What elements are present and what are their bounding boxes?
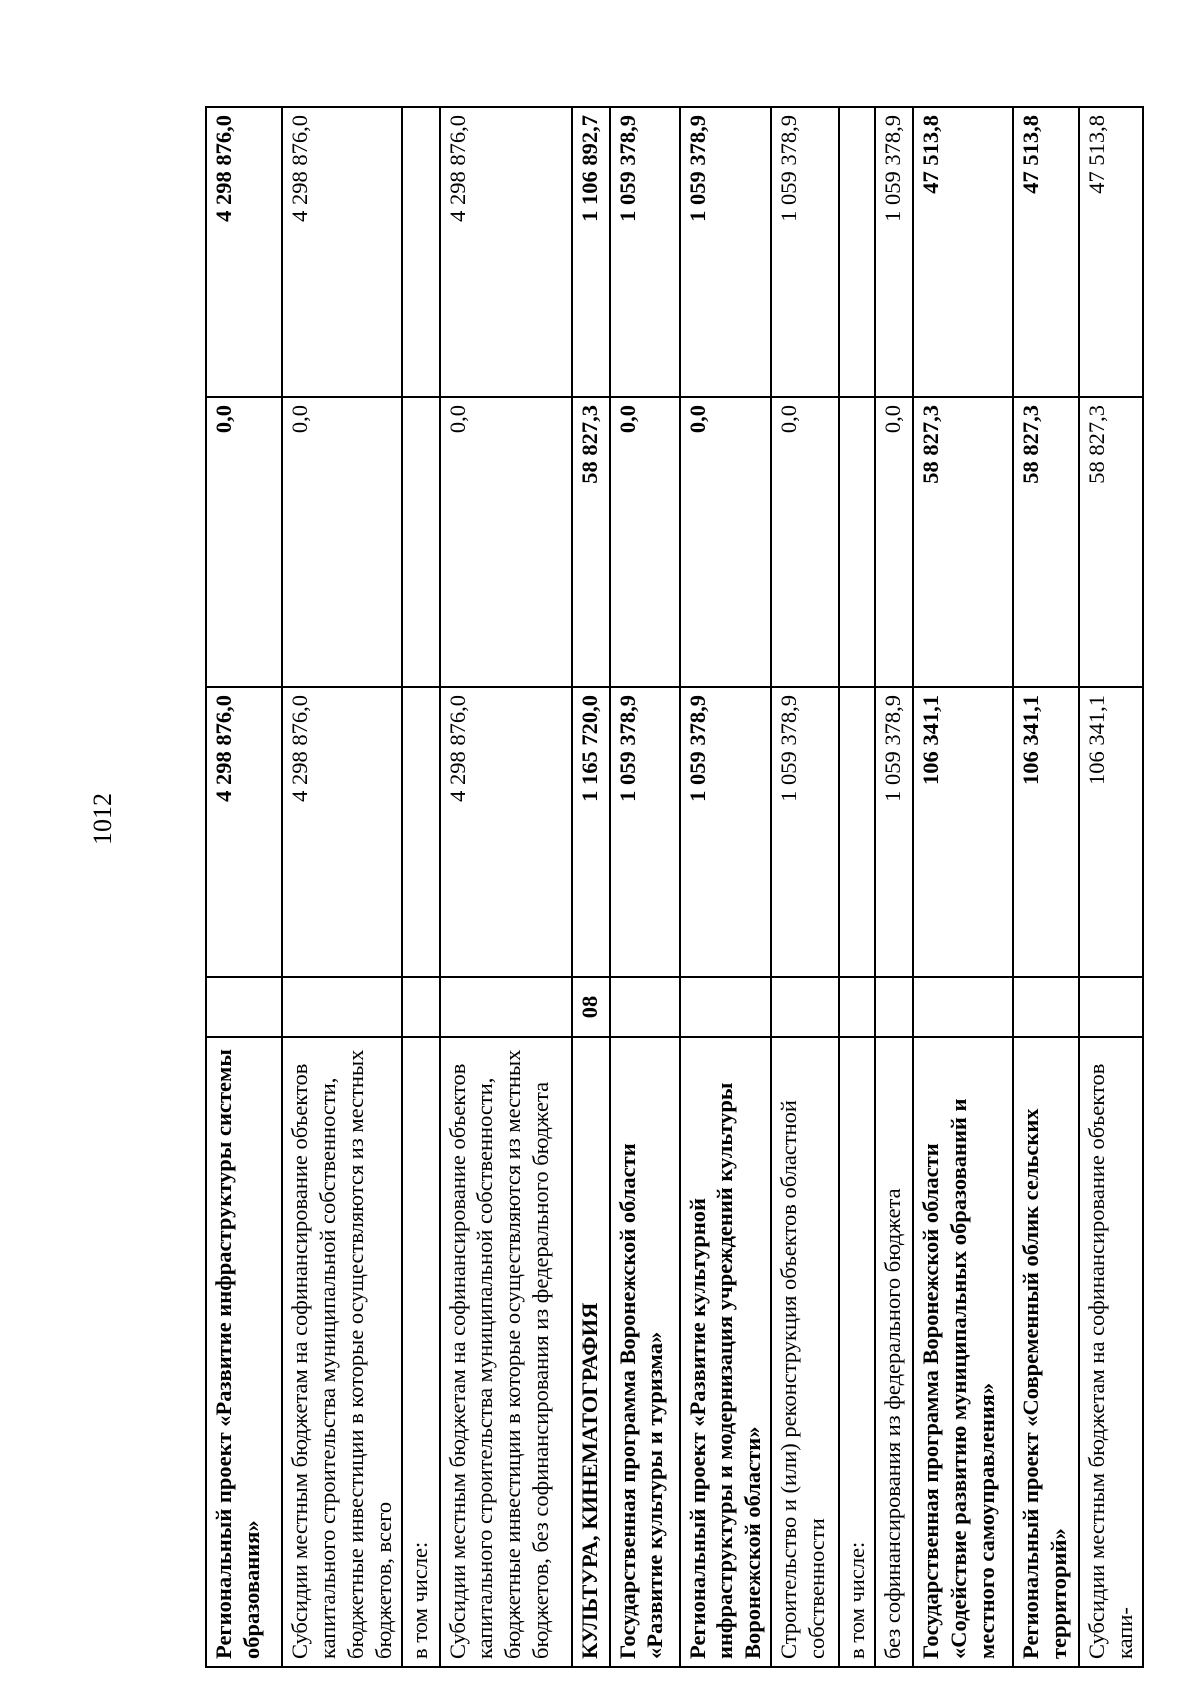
row-federal: 0,0 [771,397,839,687]
row-regional [839,107,875,397]
row-regional [402,107,440,397]
row-regional: 1 059 378,9 [680,107,772,397]
row-label: без софинансирования из федерального бюджета [875,1037,913,1667]
row-federal: 58 827,3 [913,397,1013,687]
row-label: в том числе: [839,1037,875,1667]
row-total [839,687,875,977]
row-federal: 58 827,3 [1079,397,1143,687]
table-row [771,107,839,1667]
budget-table [205,106,1144,1668]
row-federal [402,397,440,687]
row-code [440,977,572,1037]
row-code [402,977,440,1037]
row-regional: 1 106 892,7 [572,107,610,397]
row-total: 1 059 378,9 [875,687,913,977]
row-regional: 4 298 876,0 [282,107,402,397]
row-federal: 0,0 [282,397,402,687]
row-regional: 4 298 876,0 [440,107,572,397]
row-label: Региональный проект «Развитие инфраструктуры системы образования» [206,1037,282,1667]
row-regional: 1 059 378,9 [771,107,839,397]
row-federal: 0,0 [206,397,282,687]
row-total: 1 165 720,0 [572,687,610,977]
table-row [913,107,1013,1667]
table-row [440,107,572,1667]
row-label: Субсидии местным бюджетам на софинансирование объектов капитального строительства муниципальной собственности, бюджетные инвестиции в которые осуществляются из местных бюджетов, без софинансирования из федерального бюджета [440,1037,572,1667]
table-row [610,107,680,1667]
row-regional: 1 059 378,9 [875,107,913,397]
row-total: 106 341,1 [1013,687,1079,977]
row-label: Региональный проект «Современный облик сельских территорий» [1013,1037,1079,1667]
row-total [402,687,440,977]
row-label: Строительство и (или) реконструкция объектов областной собственности [771,1037,839,1667]
row-federal: 0,0 [680,397,772,687]
table-row [402,107,440,1667]
row-regional: 47 513,8 [913,107,1013,397]
table-row [1013,107,1079,1667]
row-code [1013,977,1079,1037]
row-federal: 58 827,3 [572,397,610,687]
row-label: КУЛЬТУРА, КИНЕМАТОГРАФИЯ [572,1037,610,1667]
row-code [839,977,875,1037]
row-code [282,977,402,1037]
row-label: Государственная программа Воронежской области «Содействие развитию муниципальных образований и местного самоуправления» [913,1037,1013,1667]
row-total: 4 298 876,0 [206,687,282,977]
row-regional: 4 298 876,0 [206,107,282,397]
row-code [1079,977,1143,1037]
row-total: 4 298 876,0 [440,687,572,977]
row-federal [839,397,875,687]
row-label: Региональный проект «Развитие культурной инфраструктуры и модернизация учреждений культуры Воронежской области» [680,1037,772,1667]
row-total: 4 298 876,0 [282,687,402,977]
row-federal: 58 827,3 [1013,397,1079,687]
row-code: 08 [572,977,610,1037]
row-total: 1 059 378,9 [771,687,839,977]
table-row [839,107,875,1667]
row-code [206,977,282,1037]
page-number: 1012 [88,793,117,845]
table-row [875,107,913,1667]
row-federal: 0,0 [610,397,680,687]
row-regional: 1 059 378,9 [610,107,680,397]
row-code [875,977,913,1037]
row-federal: 0,0 [440,397,572,687]
table-row [282,107,402,1667]
row-label: Субсидии местным бюджетам на софинансирование объектов капи- [1079,1037,1143,1667]
rotated-table-container [205,108,1138,1668]
row-label: в том числе: [402,1037,440,1667]
row-federal: 0,0 [875,397,913,687]
row-total: 1 059 378,9 [610,687,680,977]
row-total: 1 059 378,9 [680,687,772,977]
row-code [680,977,772,1037]
row-label: Субсидии местным бюджетам на софинансирование объектов капитального строительства муниципальной собственности, бюджетные инвестиции в которые осуществляются из местных бюджетов, всего [282,1037,402,1667]
row-code [913,977,1013,1037]
row-regional: 47 513,8 [1013,107,1079,397]
table-row [680,107,772,1667]
row-code [771,977,839,1037]
table-row [1079,107,1143,1667]
row-label: Государственная программа Воронежской области «Развитие культуры и туризма» [610,1037,680,1667]
row-total: 106 341,1 [913,687,1013,977]
table-row [206,107,282,1667]
budget-table-body [206,107,1143,1667]
row-code [610,977,680,1037]
row-regional: 47 513,8 [1079,107,1143,397]
row-total: 106 341,1 [1079,687,1143,977]
table-row [572,107,610,1667]
